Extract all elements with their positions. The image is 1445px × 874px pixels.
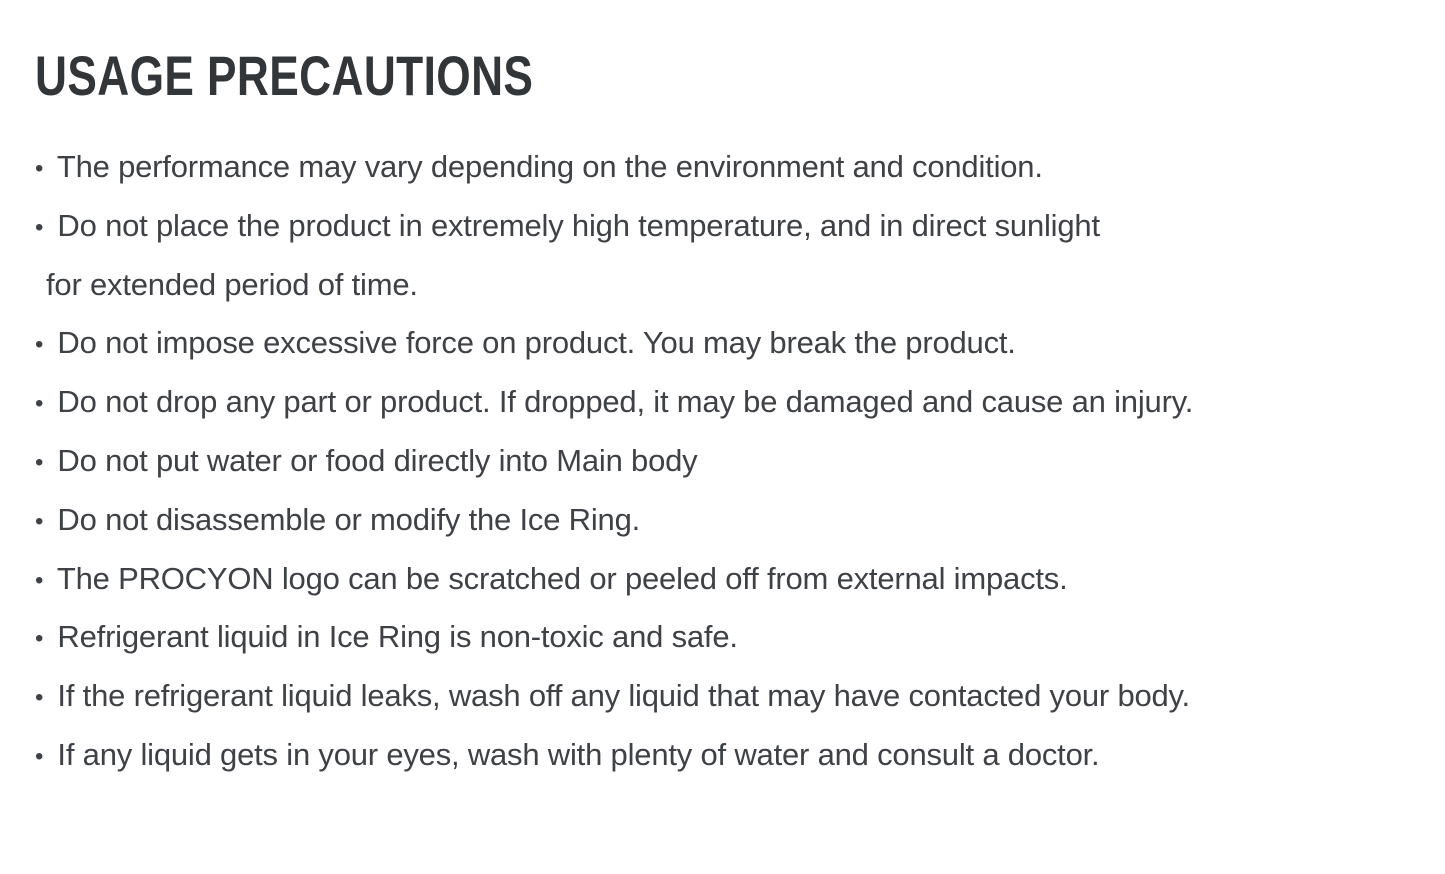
- bullet-icon: •: [35, 155, 44, 182]
- list-item: [35, 197, 1445, 256]
- bullet-icon: •: [35, 448, 44, 476]
- list-item: [35, 314, 1445, 373]
- list-item-text: The PROCYON logo can be scratched or peeled off from external impacts.: [56, 560, 1068, 596]
- list-item: [35, 432, 1445, 491]
- page-title: USAGE PRECAUTIONS: [35, 44, 534, 107]
- bullet-icon: •: [35, 331, 44, 359]
- bullet-icon: •: [35, 390, 44, 418]
- bullet-icon: •: [35, 684, 44, 712]
- list-item: [35, 550, 1445, 609]
- list-item: [35, 138, 1445, 197]
- list-item-text: The performance may vary depending on the environment and condition.: [56, 149, 1043, 184]
- list-item: [35, 667, 1445, 726]
- manual-page: [0, 46, 1445, 874]
- list-item-text: Do not put water or food directly into Main body: [57, 442, 698, 478]
- list-item: [35, 608, 1445, 667]
- list-item-text: Refrigerant liquid in Ice Ring is non-toxic and safe.: [57, 619, 738, 655]
- list-item-text: for extended period of time.: [46, 266, 418, 302]
- bullet-icon: •: [35, 566, 44, 594]
- list-item-text: Do not place the product in extremely high temperature, and in direct sunlight: [57, 207, 1100, 243]
- list-item: [35, 491, 1445, 550]
- bullet-icon: •: [35, 625, 44, 653]
- list-item: [35, 726, 1445, 785]
- list-item-text: If the refrigerant liquid leaks, wash off any liquid that may have contacted your body.: [57, 678, 1190, 714]
- bullet-icon: •: [35, 213, 44, 241]
- list-item-text: Do not impose excessive force on product. You may break the product.: [57, 325, 1016, 361]
- precautions-list: [35, 138, 1445, 785]
- list-item-continuation: [35, 256, 1445, 315]
- list-item-text: Do not disassemble or modify the Ice Ring.: [57, 501, 641, 537]
- bullet-icon: •: [35, 507, 44, 535]
- list-item-text: If any liquid gets in your eyes, wash with plenty of water and consult a doctor.: [57, 736, 1100, 772]
- list-item: [35, 373, 1445, 432]
- bullet-icon: •: [35, 742, 44, 770]
- list-item-text: Do not drop any part or product. If dropped, it may be damaged and cause an injury.: [57, 384, 1194, 420]
